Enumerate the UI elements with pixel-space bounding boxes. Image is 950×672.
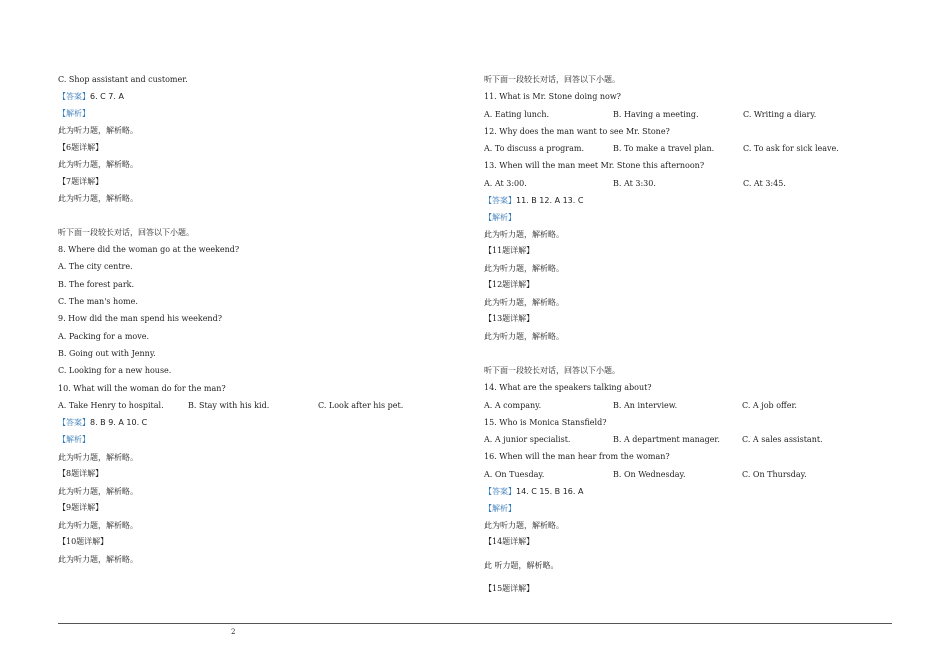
- analysis-note: 此为听力题，解析略。: [58, 194, 138, 203]
- answer-values: 8. B 9. A 10. C: [90, 418, 148, 427]
- answer-tag: 【答案】: [484, 487, 516, 496]
- option-a: A. Packing for a move.: [58, 332, 150, 341]
- option-c: C. Writing a diary.: [743, 110, 817, 119]
- answer-values: 6. C 7. A: [90, 92, 124, 101]
- answer-line: [484, 487, 583, 497]
- option-b: B. Having a meeting.: [613, 110, 699, 119]
- analysis-note: 此为听力题，解析略。: [484, 298, 564, 307]
- question-16: 16. When will the man hear from the woman?: [484, 452, 670, 461]
- analysis-heading: 【解析】: [58, 109, 90, 118]
- analysis-note: 此为听力题，解析略。: [58, 453, 138, 462]
- answer-tag: 【答案】: [484, 196, 516, 205]
- answer-values: 14. C 15. B 16. A: [516, 487, 584, 496]
- answer-tag: 【答案】: [58, 92, 90, 101]
- page-number: 2: [231, 628, 236, 636]
- section-intro: 听下面一段较长对话，回答以下小题。: [484, 75, 620, 84]
- analysis-note: 此为听力题，解析略。: [484, 264, 564, 273]
- option-a: A. A company.: [484, 401, 542, 410]
- option-a: A. Take Henry to hospital.: [58, 401, 164, 410]
- analysis-note: 此为听力题，解析略。: [484, 521, 564, 530]
- answer-line: [484, 196, 583, 206]
- option-b: B. To make a travel plan.: [613, 144, 715, 153]
- answer-line: [58, 418, 147, 428]
- detail-heading: 【6题详解】: [58, 143, 104, 152]
- detail-heading: 【15题详解】: [484, 584, 535, 593]
- option-line: C. Shop assistant and customer.: [58, 75, 188, 84]
- option-b: B. The forest park.: [58, 280, 135, 289]
- detail-heading: 【8题详解】: [58, 469, 104, 478]
- analysis-note: 此 听力题，解析略。: [484, 561, 559, 570]
- question-11: 11. What is Mr. Stone doing now?: [484, 92, 621, 101]
- option-a: A. On Tuesday.: [484, 470, 545, 479]
- analysis-note: 此为听力题，解析略。: [58, 487, 138, 496]
- analysis-note: 此为听力题，解析略。: [58, 521, 138, 530]
- option-c: C. At 3:45.: [743, 179, 786, 188]
- detail-heading: 【9题详解】: [58, 503, 104, 512]
- option-b: B. Stay with his kid.: [188, 401, 270, 410]
- option-b: B. On Wednesday.: [613, 470, 686, 479]
- question-15: 15. Who is Monica Stansfield?: [484, 418, 607, 427]
- option-c: C. A sales assistant.: [742, 435, 823, 444]
- question-14: 14. What are the speakers talking about?: [484, 383, 652, 392]
- option-a: A. The city centre.: [58, 262, 133, 271]
- detail-heading: 【13题详解】: [484, 314, 535, 323]
- section-intro: 听下面一段较长对话，回答以下小题。: [484, 366, 620, 375]
- option-a: A. Eating lunch.: [484, 110, 550, 119]
- answer-values: 11. B 12. A 13. C: [516, 196, 584, 205]
- option-a: A. To discuss a program.: [484, 144, 585, 153]
- option-b: B. An interview.: [613, 401, 678, 410]
- section-intro: 听下面一段较长对话，回答以下小题。: [58, 228, 194, 237]
- detail-heading: 【10题详解】: [58, 537, 109, 546]
- option-c: C. Look after his pet.: [318, 401, 404, 410]
- option-c: C. A job offer.: [742, 401, 797, 410]
- question-10: 10. What will the woman do for the man?: [58, 384, 226, 393]
- detail-heading: 【11题详解】: [484, 246, 535, 255]
- detail-heading: 【12题详解】: [484, 280, 535, 289]
- analysis-heading: 【解析】: [484, 504, 516, 513]
- analysis-note: 此为听力题，解析略。: [58, 126, 138, 135]
- analysis-note: 此为听力题，解析略。: [58, 555, 138, 564]
- analysis-note: 此为听力题，解析略。: [484, 230, 564, 239]
- option-a: A. A junior specialist.: [484, 435, 571, 444]
- detail-heading: 【7题详解】: [58, 177, 104, 186]
- option-b: B. At 3:30.: [613, 179, 656, 188]
- analysis-heading: 【解析】: [58, 435, 90, 444]
- question-12: 12. Why does the man want to see Mr. Stone?: [484, 127, 670, 136]
- question-8: 8. Where did the woman go at the weekend?: [58, 245, 240, 254]
- option-c: C. On Thursday.: [742, 470, 807, 479]
- answer-line: [58, 92, 124, 102]
- answer-tag: 【答案】: [58, 418, 90, 427]
- option-c: C. To ask for sick leave.: [743, 144, 839, 153]
- analysis-heading: 【解析】: [484, 213, 516, 222]
- option-c: C. The man's home.: [58, 297, 138, 306]
- analysis-note: 此为听力题，解析略。: [484, 332, 564, 341]
- question-9: 9. How did the man spend his weekend?: [58, 314, 222, 323]
- option-c: C. Looking for a new house.: [58, 366, 172, 375]
- analysis-note: 此为听力题，解析略。: [58, 160, 138, 169]
- option-b: B. Going out with Jenny.: [58, 349, 156, 358]
- question-13: 13. When will the man meet Mr. Stone this afternoon?: [484, 161, 705, 170]
- option-a: A. At 3:00.: [484, 179, 527, 188]
- footer-divider: [58, 623, 892, 624]
- option-b: B. A department manager.: [613, 435, 720, 444]
- detail-heading: 【14题详解】: [484, 537, 535, 546]
